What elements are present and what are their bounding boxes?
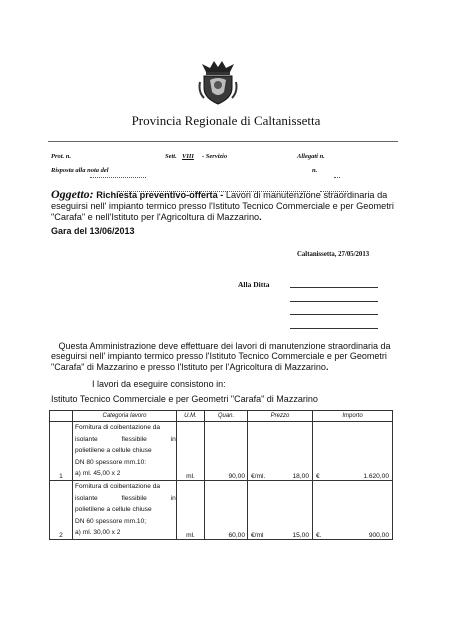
table-row	[50, 480, 393, 539]
row-number: 1	[50, 422, 73, 481]
row-quan: 90,00	[205, 422, 248, 481]
servizio-label: - Servizio	[202, 153, 228, 160]
oggetto-end: .	[259, 212, 262, 222]
body-paragraph	[51, 341, 401, 372]
istituto-title: Istituto Tecnico Commerciale e per Geometri "Carafa" di Mazzarino	[51, 394, 318, 404]
sett-value: VIII	[182, 153, 194, 160]
header-importo: Importo	[313, 411, 393, 422]
desc-line: polietilene a cellule chiuse	[75, 447, 152, 455]
header-prezzo: Prezzo	[248, 411, 313, 422]
oggetto-label: Oggetto:	[51, 187, 94, 201]
importo-currency: €.	[316, 531, 322, 539]
prezzo-value: 15,00	[292, 531, 309, 539]
header-divider	[48, 141, 398, 142]
header-categoria: Categoria lavoro	[73, 411, 177, 422]
row-prezzo	[248, 422, 313, 481]
row-description	[73, 480, 177, 539]
row-prezzo	[248, 480, 313, 539]
row-quan: 60,00	[205, 480, 248, 539]
allegati-label: Allegati n.	[297, 153, 325, 160]
lavori-table	[49, 410, 393, 540]
n-label: n.	[312, 167, 318, 174]
ditta-line-1	[290, 287, 378, 288]
prezzo-unit: €/ml.	[251, 472, 266, 480]
page-title: Provincia Regionale di Caltanissetta	[131, 113, 321, 128]
desc-line: Fornitura di coibentazione da	[75, 482, 161, 490]
ditta-line-2	[290, 301, 378, 302]
desc-line: DN 80 spessore mm.10:	[75, 458, 147, 466]
desc-line: polietilene a cellule chiuse	[75, 506, 152, 514]
desc-line: isolante flessibile in	[75, 494, 176, 502]
sett-label: Sett.	[165, 153, 177, 160]
prezzo-value: 18,00	[292, 472, 309, 480]
ditta-line-4	[290, 328, 378, 329]
header-um: U.M.	[177, 411, 205, 422]
oggetto-text: Lavori di manutenzione straordinaria da eseguirsi nell' impianto termico presso l'Istituto Tecnico Commerciale e per Geometri "Carafa" e nell'Istituto per l'Agricoltura di Mazzarino	[51, 190, 394, 222]
ditta-line-3	[290, 314, 378, 315]
desc-line: Fornitura di coibentazione da	[75, 424, 161, 431]
row-number: 2	[50, 480, 73, 539]
place-date: Caltanissetta, 27/05/2013	[297, 251, 370, 258]
importo-currency: €	[316, 472, 320, 480]
prezzo-unit: €/ml	[251, 531, 264, 539]
body-end: .	[325, 361, 329, 372]
oggetto-paragraph	[51, 189, 401, 223]
importo-value: 1.620,00	[363, 472, 389, 480]
provincia-crest-icon	[198, 58, 238, 106]
importo-value: 900,00	[368, 531, 389, 539]
row-um: ml.	[177, 480, 205, 539]
desc-line: DN 60 spessore mm.10;	[75, 517, 147, 525]
desc-line: a) ml. 30,00 x 2	[75, 529, 121, 537]
body-text: Questa Amministrazione deve effettuare dei lavori di manutenzione straordinaria da eseguirsi nell' impianto termico presso l'Istituto Tecnico Commerciale e per Geometri "Carafa" di Mazzarino e presso l'Istituto per l'Agricoltura di Mazzarino	[51, 341, 391, 372]
row-importo	[313, 422, 393, 481]
header-cell-n	[50, 411, 73, 422]
ditta-label: Alla Ditta	[238, 280, 270, 289]
table-row	[50, 422, 393, 481]
desc-line: a) ml. 45,00 x 2	[75, 470, 121, 478]
lavori-intro: I lavori da eseguire consistono in:	[92, 379, 226, 389]
row-importo	[313, 480, 393, 539]
row-um: ml.	[177, 422, 205, 481]
oggetto-bold: Richiesta preventivo-offerta -	[96, 190, 224, 200]
desc-line: isolante flessibile in	[75, 435, 176, 443]
prot-label: Prot. n.	[51, 153, 72, 160]
header-quan: Quan.	[205, 411, 248, 422]
risposta-label: Risposta alla nota del	[51, 167, 109, 174]
table-header-row	[50, 411, 393, 422]
gara-date: Gara del 13/06/2013	[51, 226, 135, 236]
row-description	[73, 422, 177, 481]
